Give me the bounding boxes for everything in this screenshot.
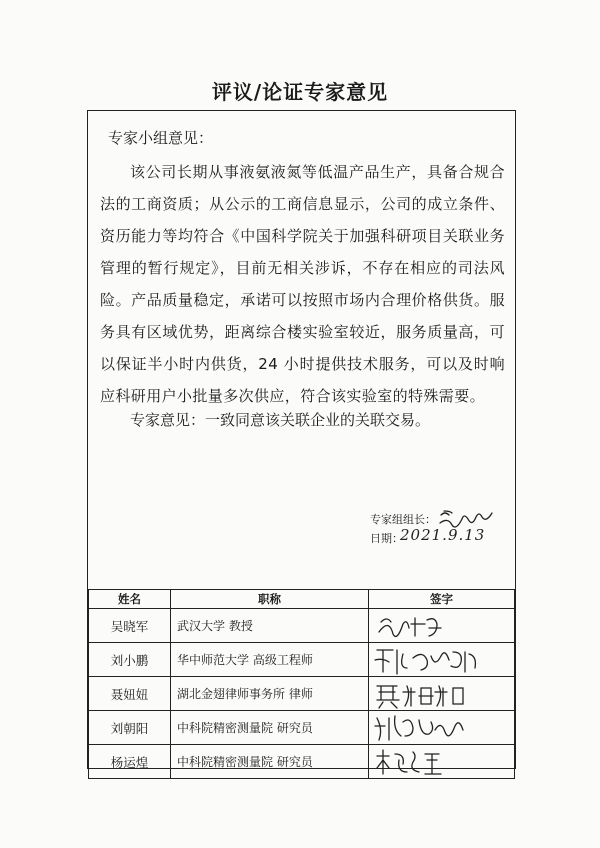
header-name: 姓名 bbox=[89, 590, 171, 609]
member-title: 湖北金翅律师事务所 律师 bbox=[171, 677, 369, 711]
handwritten-signature bbox=[369, 746, 514, 778]
opinion-frame bbox=[87, 110, 516, 769]
member-name: 聂妞妞 bbox=[89, 677, 171, 711]
member-name: 刘小鹏 bbox=[89, 643, 171, 677]
member-title: 中科院精密测量院 研究员 bbox=[171, 711, 369, 745]
leader-label: 专家组组长： bbox=[370, 513, 436, 526]
member-name: 吴晓军 bbox=[89, 609, 171, 643]
member-signature bbox=[369, 643, 515, 677]
member-name: 刘朝阳 bbox=[89, 711, 171, 745]
table-row bbox=[89, 745, 515, 779]
opinion-label: 专家小组意见： bbox=[108, 129, 214, 147]
member-signature bbox=[369, 609, 515, 643]
header-title: 职称 bbox=[171, 590, 369, 609]
table-header-row bbox=[89, 590, 515, 609]
member-title: 华中师范大学 高级工程师 bbox=[171, 643, 369, 677]
member-signature bbox=[369, 711, 515, 745]
handwritten-signature bbox=[369, 712, 514, 744]
opinion-body: 该公司长期从事液氨液氮等低温产品生产，具备合规合法的工商资质；从公示的工商信息显示，公司的成立条件、资历能力等均符合《中国科学院关于加强科研项目关联业务管理的暂行规定》，目前无相关涉诉，不存在相应的司法风险。产品质量稳定，承诺可以按照市场内合理价格供货。服务具有区域优势，距离综合楼实验室较近，服务质量高，可以保证半小时内供货，24 小时提供技术服务，可以及时响应科研用户小批量多次供应，符合该实验室的特殊需要。 bbox=[100, 163, 505, 405]
header-signature: 签字 bbox=[369, 590, 515, 609]
handwritten-signature bbox=[369, 610, 514, 642]
member-title: 武汉大学 教授 bbox=[171, 609, 369, 643]
handwritten-signature bbox=[369, 678, 514, 710]
handwritten-signature bbox=[369, 644, 514, 676]
handwritten-date: 2021.9.13 bbox=[400, 526, 486, 544]
table-row bbox=[89, 609, 515, 643]
member-signature bbox=[369, 677, 515, 711]
document-title: 评议/论证专家意见 bbox=[211, 80, 389, 104]
table-row bbox=[89, 677, 515, 711]
table-row bbox=[89, 643, 515, 677]
member-title: 中科院精密测量院 研究员 bbox=[171, 745, 369, 779]
table-row bbox=[89, 711, 515, 745]
member-name: 杨运煌 bbox=[89, 745, 171, 779]
expert-members-table bbox=[88, 589, 515, 779]
expert-conclusion: 专家意见：一致同意该关联企业的关联交易。 bbox=[130, 411, 431, 429]
member-signature bbox=[369, 745, 515, 779]
date-label: 日期： bbox=[370, 532, 403, 545]
